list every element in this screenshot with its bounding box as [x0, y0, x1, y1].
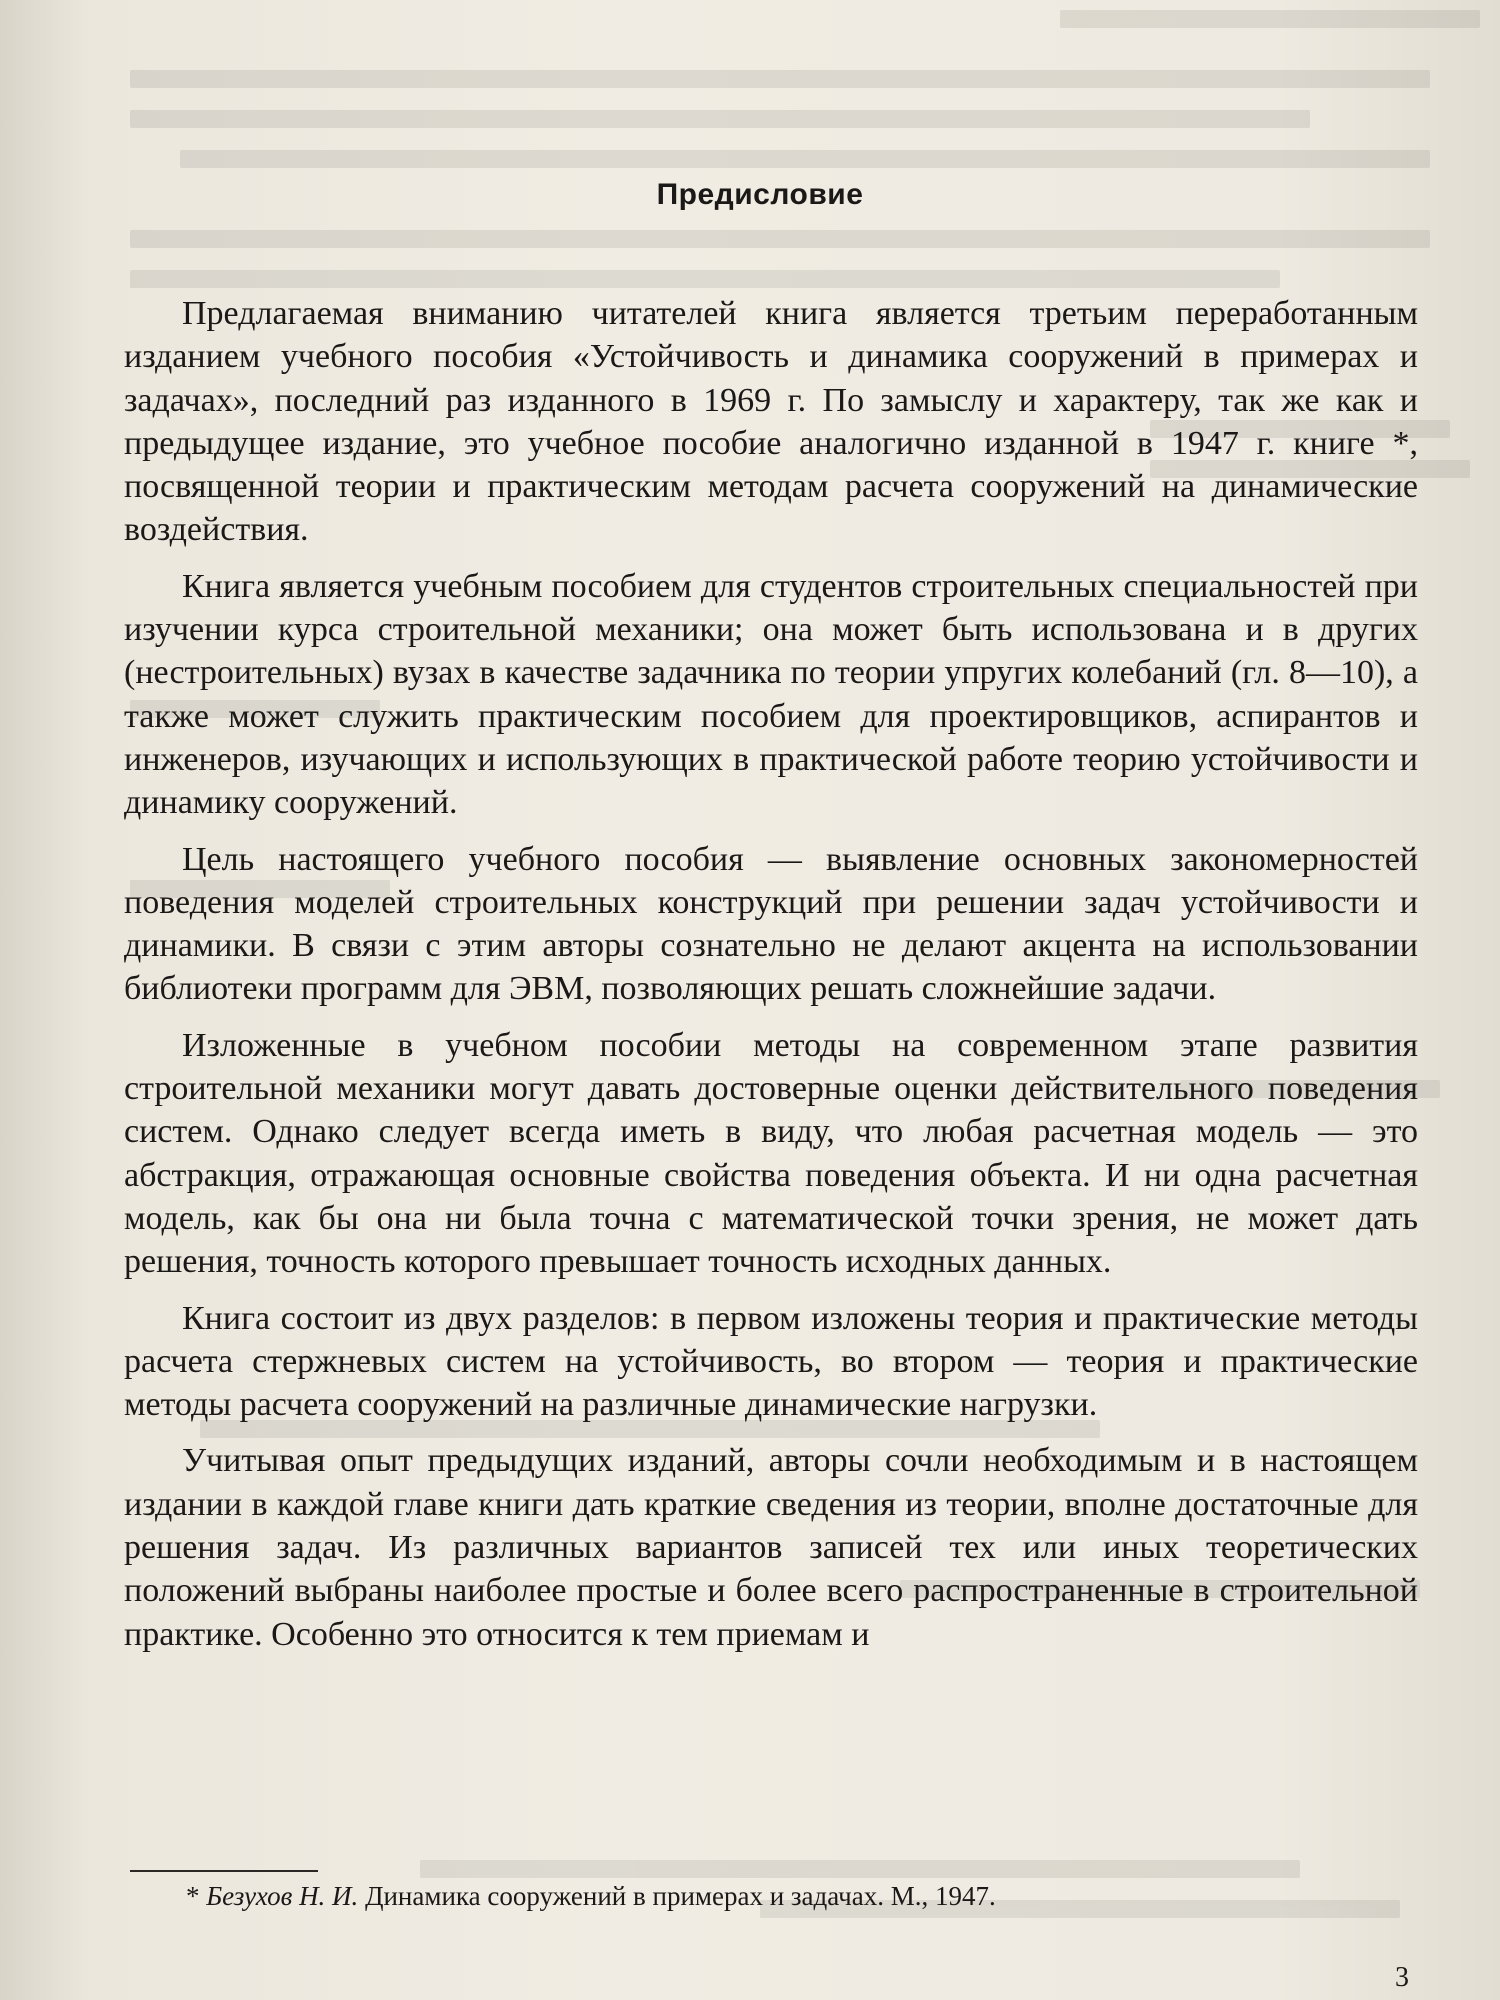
paragraph: Книга является учебным пособием для студентов строительных специальностей при изучении курса строительной механики; она может быть использована и в других (нестроительных) вузах в качестве задачника по теории упругих колебаний (гл. 8—10), а также может служить практическим пособием для проектировщиков, аспирантов и инженеров, изучающих и использующих в практической работе теорию устойчивости и динамику сооружений.	[124, 567, 1418, 822]
page-title: Предисловие	[656, 178, 864, 211]
footnote-author: Безухов Н. И.	[206, 1881, 359, 1911]
paragraph: Учитывая опыт предыдущих изданий, авторы сочли необходимым и в настоящем издании в каждой главе книги дать краткие сведения из теории, вполне достаточные для решения задач. Из различных вариантов записей тех или иных теоретических положений выбраны наиболее простые и более всего распространенные в строительной практике. Особенно это относится к тем приемам и	[124, 1442, 1418, 1653]
paragraph: Изложенные в учебном пособии методы на современном этапе развития строительной механики могут давать достоверные оценки действительного поведения систем. Однако следует всегда иметь в виду, что любая расчетная модель — это абстракция, отражающая основные свойства поведения объекта. И ни одна расчетная модель, как бы она ни была точна с математической точки зрения, не может дать решения, точность которого превышает точность исходных данных.	[124, 1026, 1418, 1281]
page-number: 3	[1395, 1962, 1409, 1993]
footnote-text: Динамика сооружений в примерах и задачах. М., 1947.	[365, 1881, 996, 1911]
body-text	[124, 292, 1418, 1669]
paragraph: Книга состоит из двух разделов: в первом изложены теория и практические методы расчета стержневых систем на устойчивость, во втором — теория и практические методы расчета сооружений на различные динамические нагрузки.	[124, 1299, 1418, 1424]
paragraph: Цель настоящего учебного пособия — выявление основных закономерностей поведения моделей строительных конструкций при решении задач устойчивости и динамики. В связи с этим авторы сознательно не делают акцента на использовании библиотеки программ для ЭВМ, позволяющих решать сложнейшие задачи.	[124, 840, 1418, 1008]
footnote-marker: *	[186, 1881, 200, 1911]
footnote	[186, 1880, 1386, 1912]
footnote-divider	[130, 1870, 318, 1872]
paragraph: Предлагаемая вниманию читателей книга является третьим переработанным изданием учебного пособия «Устойчивость и динамика сооружений в примерах и задачах», последний раз изданного в 1969 г. По замыслу и характеру, так же как и предыдущее издание, это учебное пособие аналогично изданной в 1947 г. книге *, посвященной теории и практическим методам расчета сооружений на динамические воздействия.	[124, 295, 1418, 549]
